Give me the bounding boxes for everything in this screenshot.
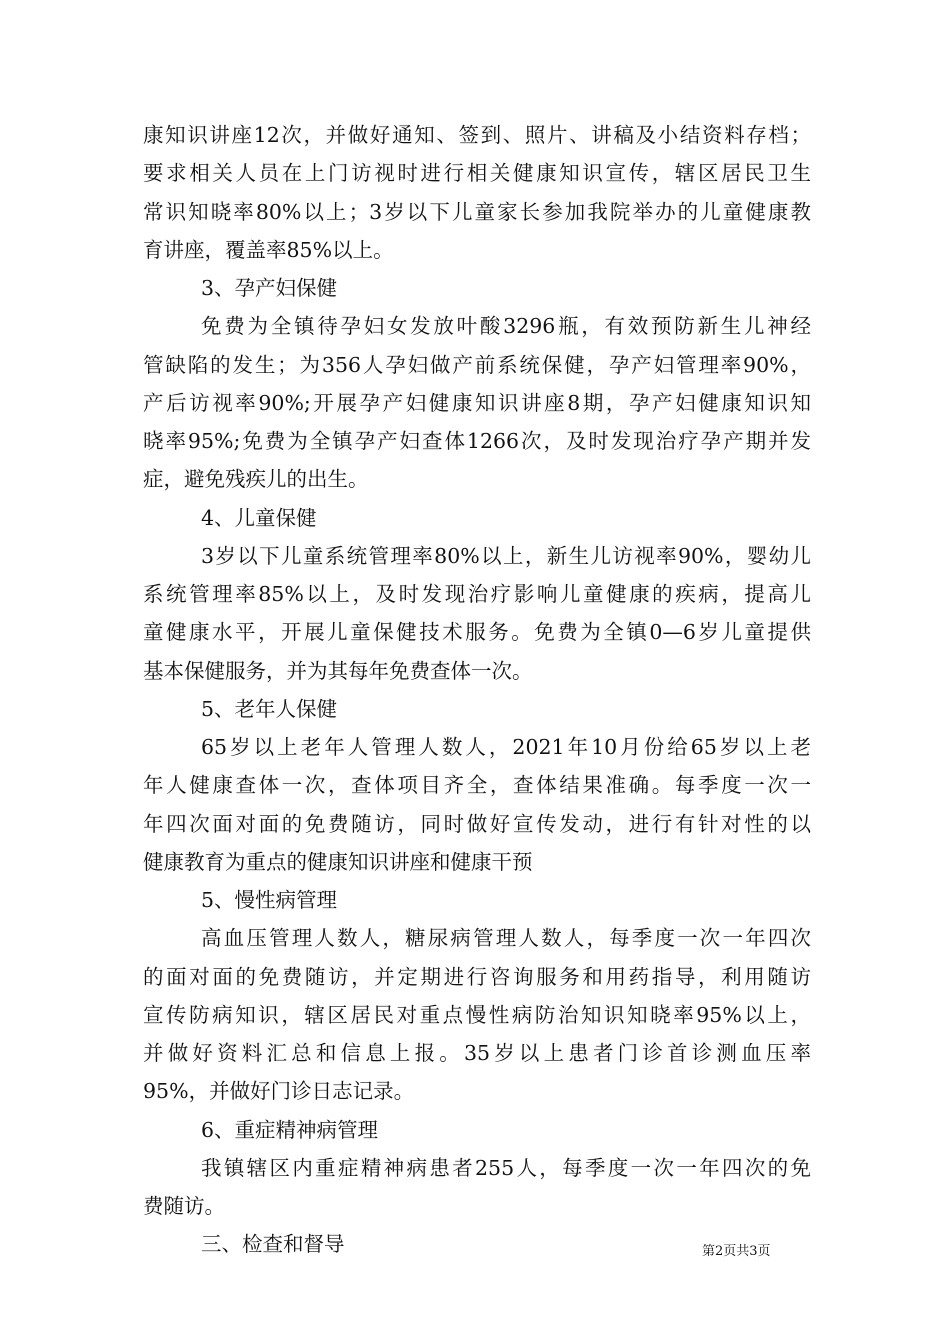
text-line: 健康教育为重点的健康知识讲座和健康干预 xyxy=(143,849,533,874)
text-line: 并做好资料汇总和信息上报。35岁以上患者门诊首诊测血压率 xyxy=(143,1041,811,1065)
text-line: 常识知晓率80%以上；3岁以下儿童家长参加我院举办的儿童健康教 xyxy=(143,199,811,224)
text-line: 年人健康查体一次，查体项目齐全，查体结果准确。每季度一次一 xyxy=(143,773,811,798)
page-number: 第2页共3页 xyxy=(702,1244,771,1259)
text-line: 我镇辖区内重症精神病患者255人，每季度一次一年四次的免 xyxy=(201,1155,811,1180)
text-line: 晓率95%;免费为全镇孕产妇查体1266次，及时发现治疗孕产期并发 xyxy=(143,429,811,453)
text-line: 年四次面对面的免费随访，同时做好宣传发动，进行有针对性的以 xyxy=(143,811,811,836)
text-line: 基本保健服务，并为其每年免费查体一次。 xyxy=(143,658,533,683)
text-line: 育讲座，覆盖率85%以上。 xyxy=(143,237,394,262)
section-heading: 4、儿童保健 xyxy=(201,505,317,530)
text-line: 3岁以下儿童系统管理率80%以上，新生儿访视率90%，婴幼儿 xyxy=(201,543,811,568)
text-line: 高血压管理人数人，糖尿病管理人数人，每季度一次一年四次 xyxy=(201,926,811,951)
text-line: 系统管理率85%以上，及时发现治疗影响儿童健康的疾病，提高儿 xyxy=(143,582,811,606)
text-line: 康知识讲座12次，并做好通知、签到、照片、讲稿及小结资料存档； xyxy=(143,123,811,147)
text-line: 症，避免残疾儿的出生。 xyxy=(143,467,369,492)
text-line: 的面对面的免费随访，并定期进行咨询服务和用药指导，利用随访 xyxy=(143,964,811,989)
text-line: 95%，并做好门诊日志记录。 xyxy=(143,1079,415,1104)
text-line: 宣传防病知识，辖区居民对重点慢性病防治知识知晓率95%以上， xyxy=(143,1002,811,1027)
section-heading: 三、检查和督导 xyxy=(201,1232,345,1257)
text-line: 童健康水平，开展儿童保健技术服务。免费为全镇0—6岁儿童提供 xyxy=(143,620,811,645)
text-line: 免费为全镇待孕妇女发放叶酸3296瓶，有效预防新生儿神经 xyxy=(201,314,811,339)
text-line: 65岁以上老年人管理人数人，2021年10月份给65岁以上老 xyxy=(201,735,811,759)
section-heading: 6、重症精神病管理 xyxy=(201,1117,379,1142)
text-line: 管缺陷的发生；为356人孕妇做产前系统保健，孕产妇管理率90%， xyxy=(143,352,811,377)
text-line: 费随访。 xyxy=(143,1194,225,1218)
document-body xyxy=(143,116,811,1264)
section-heading: 5、老年人保健 xyxy=(201,696,338,721)
text-line: 要求相关人员在上门访视时进行相关健康知识宣传，辖区居民卫生 xyxy=(143,161,811,186)
section-heading: 5、慢性病管理 xyxy=(201,888,338,912)
text-line: 产后访视率90%;开展孕产妇健康知识讲座8期，孕产妇健康知识知 xyxy=(143,390,811,415)
section-heading: 3、孕产妇保健 xyxy=(201,276,338,300)
